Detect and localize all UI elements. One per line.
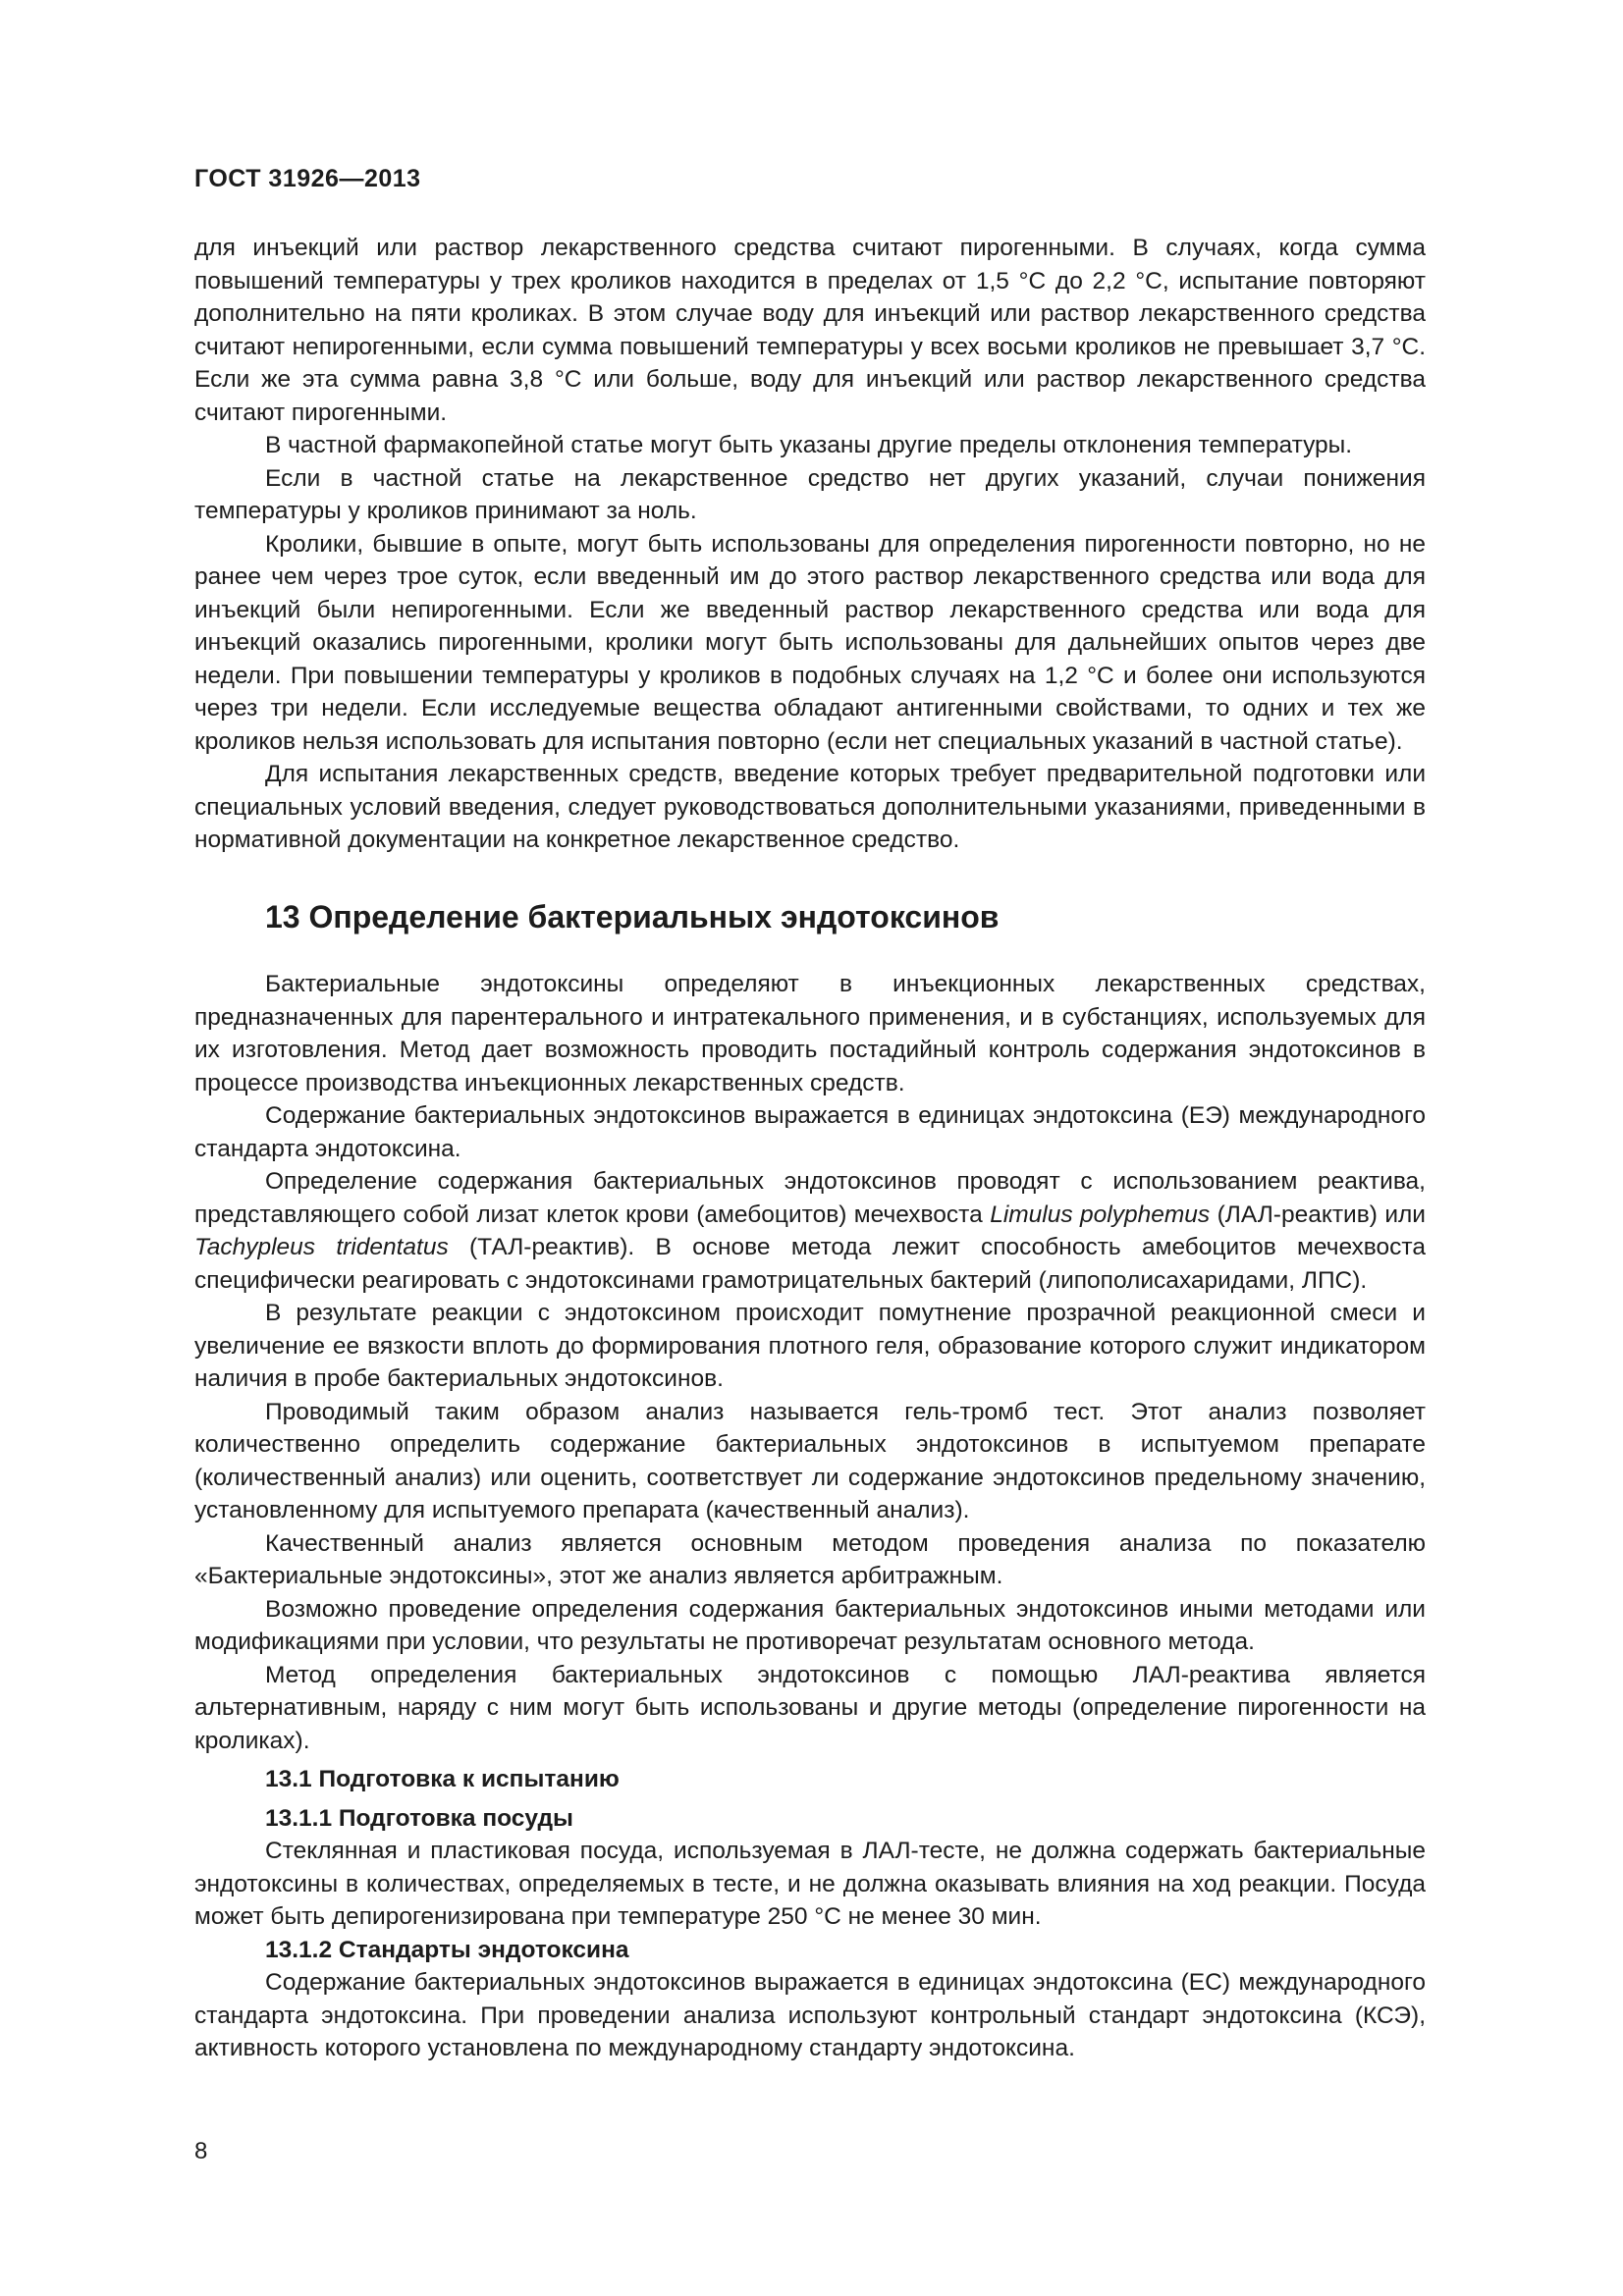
paragraph: Возможно проведение определения содержания бактериальных эндотоксинов иными методами или модификациями при условии, что результаты не противоречат результатам основного метода.: [194, 1595, 1426, 1655]
latin-species-name: Tachypleus tridentatus: [194, 1234, 449, 1260]
paragraph: Содержание бактериальных эндотоксинов выражается в единицах эндотоксина (ЕЭ) международного стандарта эндотоксина.: [194, 1102, 1426, 1162]
paragraph: Если в частной статье на лекарственное средство нет других указаний, случаи понижения температуры у кроликов принимают за ноль.: [194, 464, 1426, 524]
paragraph: для инъекций или раствор лекарственного средства считают пирогенными. В случаях, когда сумма повышений температуры у трех кроликов находится в пределах от 1,5 °С до 2,2 °С, испытание повторяют дополнительно на пяти кроликах. В этом случае воду для инъекций или раствор лекарственного средства считают непирогенными, если сумма повышений температуры у всех восьми кроликов не превышает 3,7 °С. Если же эта сумма равна 3,8 °С или больше, воду для инъекций или раствор лекарственного средства считают пирогенными.: [194, 235, 1426, 426]
paragraph: Бактериальные эндотоксины определяют в инъекционных лекарственных средствах, предназначенных для парентерального и интратекального применения, и в субстанциях, используемых для их изготовления. Метод дает возможность проводить постадийный контроль содержания эндотоксинов в процессе производства инъекционных лекарственных средств.: [194, 971, 1426, 1096]
paragraph: Стеклянная и пластиковая посуда, используемая в ЛАЛ-тесте, не должна содержать бактериальные эндотоксины в количествах, определяемых в тесте, и не должна оказывать влияния на ход реакции. Посуда может быть депирогенизирована при температуре 250 °С не менее 30 мин.: [194, 1838, 1426, 1930]
text-run: Определение содержания бактериальных эндотоксинов проводят с использованием реактива, представляющего собой лизат клеток крови (амебоцитов) мечехвоста: [194, 1168, 1426, 1228]
document-header: ГОСТ 31926—2013: [194, 165, 421, 192]
paragraph: В результате реакции с эндотоксином происходит помутнение прозрачной реакционной смеси и увеличение ее вязкости вплоть до формирования плотного геля, образование которого служит индикатором наличия в пробе бактериальных эндотоксинов.: [194, 1300, 1426, 1392]
page-number: 8: [194, 2138, 208, 2164]
text-run: (ЛАЛ-реактив) или: [1210, 1201, 1426, 1228]
section-13-heading: 13 Определение бактериальных эндотоксинов: [265, 899, 1000, 934]
subsection-13-1-heading: 13.1 Подготовка к испытанию: [265, 1766, 620, 1792]
paragraph: Содержание бактериальных эндотоксинов выражается в единицах эндотоксина (ЕС) международного стандарта эндотоксина. При проведении анализа используют контрольный стандарт эндотоксина (КСЭ), активность которого установлена по международному стандарту эндотоксина.: [194, 1969, 1426, 2061]
paragraph: Метод определения бактериальных эндотоксинов с помощью ЛАЛ-реактива является альтернативным, наряду с ним могут быть использованы и другие методы (определение пирогенности на кроликах).: [194, 1661, 1426, 1754]
text-block-continued: [194, 232, 1426, 857]
subsection-13-1-2-heading: 13.1.2 Стандарты эндотоксина: [265, 1936, 629, 1963]
latin-species-name: Limulus polyphemus: [990, 1201, 1211, 1228]
paragraph: Кролики, бывшие в опыте, могут быть использованы для определения пирогенности повторно, но не ранее чем через трое суток, если введенный им до этого раствор лекарственного средства или вода для инъекций были непирогенными. Если же введенный раствор лекарственного средства или вода для инъекций оказались пирогенными, кролики могут быть использованы для дальнейших опытов через две недели. При повышении температуры у кроликов в подобных случаях на 1,2 °С и более они используются через три недели. Если исследуемые вещества обладают антигенными свойствами, то одних и тех же кроликов нельзя использовать для испытания повторно (если нет специальных указаний в частной статье).: [194, 530, 1426, 755]
section-13-body: [194, 968, 1426, 2065]
paragraph: Для испытания лекарственных средств, введение которых требует предварительной подготовки или специальных условий введения, следует руководствоваться дополнительными указаниями, приведенными в нормативной документации на конкретное лекарственное средство.: [194, 761, 1426, 853]
paragraph-with-latin-names: [194, 1165, 1426, 1297]
paragraph: Качественный анализ является основным методом проведения анализа по показателю «Бактериальные эндотоксины», этот же анализ является арбитражным.: [194, 1529, 1426, 1589]
text-run: (ТАЛ-реактив). В основе метода лежит способность амебоцитов мечехвоста специфически реагировать с эндотоксинами грамотрицательных бактерий (липополисахаридами, ЛПС).: [194, 1234, 1426, 1294]
paragraph: В частной фармакопейной статье могут быть указаны другие пределы отклонения температуры.: [265, 432, 1353, 458]
subsection-13-1-1-heading: 13.1.1 Подготовка посуды: [265, 1804, 573, 1832]
paragraph: Проводимый таким образом анализ называется гель-тромб тест. Этот анализ позволяет количественно определить содержание бактериальных эндотоксинов в испытуемом препарате (количественный анализ) или оценить, соответствует ли содержание эндотоксинов предельному значению, установленному для испытуемого препарата (качественный анализ).: [194, 1398, 1426, 1523]
